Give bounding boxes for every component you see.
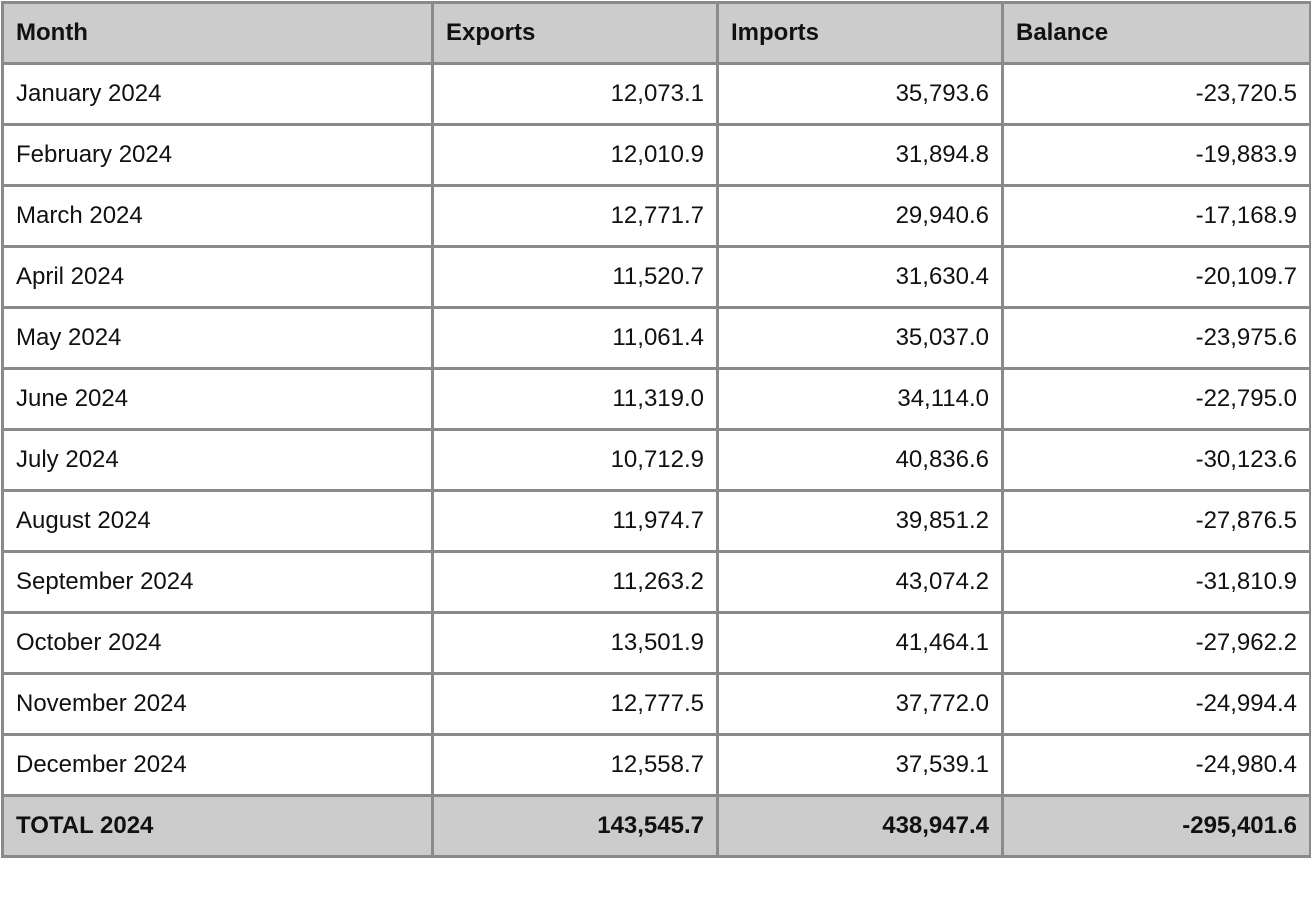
table-row <box>3 613 1311 674</box>
cell-balance: -20,109.7 <box>1003 247 1311 308</box>
cell-balance: -17,168.9 <box>1003 186 1311 247</box>
cell-imports: 39,851.2 <box>718 491 1003 552</box>
cell-month: July 2024 <box>3 430 433 491</box>
cell-month: November 2024 <box>3 674 433 735</box>
cell-imports: 40,836.6 <box>718 430 1003 491</box>
cell-balance: -31,810.9 <box>1003 552 1311 613</box>
cell-exports: 11,061.4 <box>433 308 718 369</box>
table-row <box>3 125 1311 186</box>
cell-exports: 12,073.1 <box>433 64 718 125</box>
total-exports: 143,545.7 <box>433 796 718 857</box>
header-row <box>3 3 1311 64</box>
total-row <box>3 796 1311 857</box>
cell-month: August 2024 <box>3 491 433 552</box>
trade-balance-table <box>1 1 1311 858</box>
header-balance: Balance <box>1003 3 1311 64</box>
total-balance: -295,401.6 <box>1003 796 1311 857</box>
cell-imports: 35,037.0 <box>718 308 1003 369</box>
table-row <box>3 552 1311 613</box>
cell-balance: -23,975.6 <box>1003 308 1311 369</box>
header-exports: Exports <box>433 3 718 64</box>
cell-exports: 11,319.0 <box>433 369 718 430</box>
cell-exports: 12,777.5 <box>433 674 718 735</box>
cell-month: October 2024 <box>3 613 433 674</box>
cell-imports: 37,772.0 <box>718 674 1003 735</box>
table-row <box>3 735 1311 796</box>
cell-exports: 12,558.7 <box>433 735 718 796</box>
table-row <box>3 491 1311 552</box>
table-row <box>3 430 1311 491</box>
cell-month: December 2024 <box>3 735 433 796</box>
cell-balance: -27,962.2 <box>1003 613 1311 674</box>
cell-exports: 13,501.9 <box>433 613 718 674</box>
cell-imports: 34,114.0 <box>718 369 1003 430</box>
header-month: Month <box>3 3 433 64</box>
table-row <box>3 64 1311 125</box>
cell-imports: 29,940.6 <box>718 186 1003 247</box>
cell-balance: -24,994.4 <box>1003 674 1311 735</box>
cell-exports: 10,712.9 <box>433 430 718 491</box>
total-imports: 438,947.4 <box>718 796 1003 857</box>
cell-imports: 35,793.6 <box>718 64 1003 125</box>
cell-imports: 37,539.1 <box>718 735 1003 796</box>
cell-exports: 11,263.2 <box>433 552 718 613</box>
table-row <box>3 308 1311 369</box>
cell-balance: -27,876.5 <box>1003 491 1311 552</box>
cell-month: April 2024 <box>3 247 433 308</box>
cell-month: January 2024 <box>3 64 433 125</box>
cell-exports: 11,974.7 <box>433 491 718 552</box>
cell-month: March 2024 <box>3 186 433 247</box>
cell-month: June 2024 <box>3 369 433 430</box>
table-row <box>3 369 1311 430</box>
table-row <box>3 186 1311 247</box>
cell-imports: 41,464.1 <box>718 613 1003 674</box>
cell-balance: -23,720.5 <box>1003 64 1311 125</box>
cell-exports: 11,520.7 <box>433 247 718 308</box>
cell-balance: -30,123.6 <box>1003 430 1311 491</box>
cell-exports: 12,771.7 <box>433 186 718 247</box>
total-label: TOTAL 2024 <box>3 796 433 857</box>
cell-balance: -22,795.0 <box>1003 369 1311 430</box>
table-row <box>3 674 1311 735</box>
table-body <box>3 64 1311 796</box>
header-imports: Imports <box>718 3 1003 64</box>
cell-balance: -19,883.9 <box>1003 125 1311 186</box>
cell-imports: 43,074.2 <box>718 552 1003 613</box>
cell-month: September 2024 <box>3 552 433 613</box>
table-row <box>3 247 1311 308</box>
cell-month: May 2024 <box>3 308 433 369</box>
cell-month: February 2024 <box>3 125 433 186</box>
cell-imports: 31,630.4 <box>718 247 1003 308</box>
cell-exports: 12,010.9 <box>433 125 718 186</box>
cell-imports: 31,894.8 <box>718 125 1003 186</box>
cell-balance: -24,980.4 <box>1003 735 1311 796</box>
